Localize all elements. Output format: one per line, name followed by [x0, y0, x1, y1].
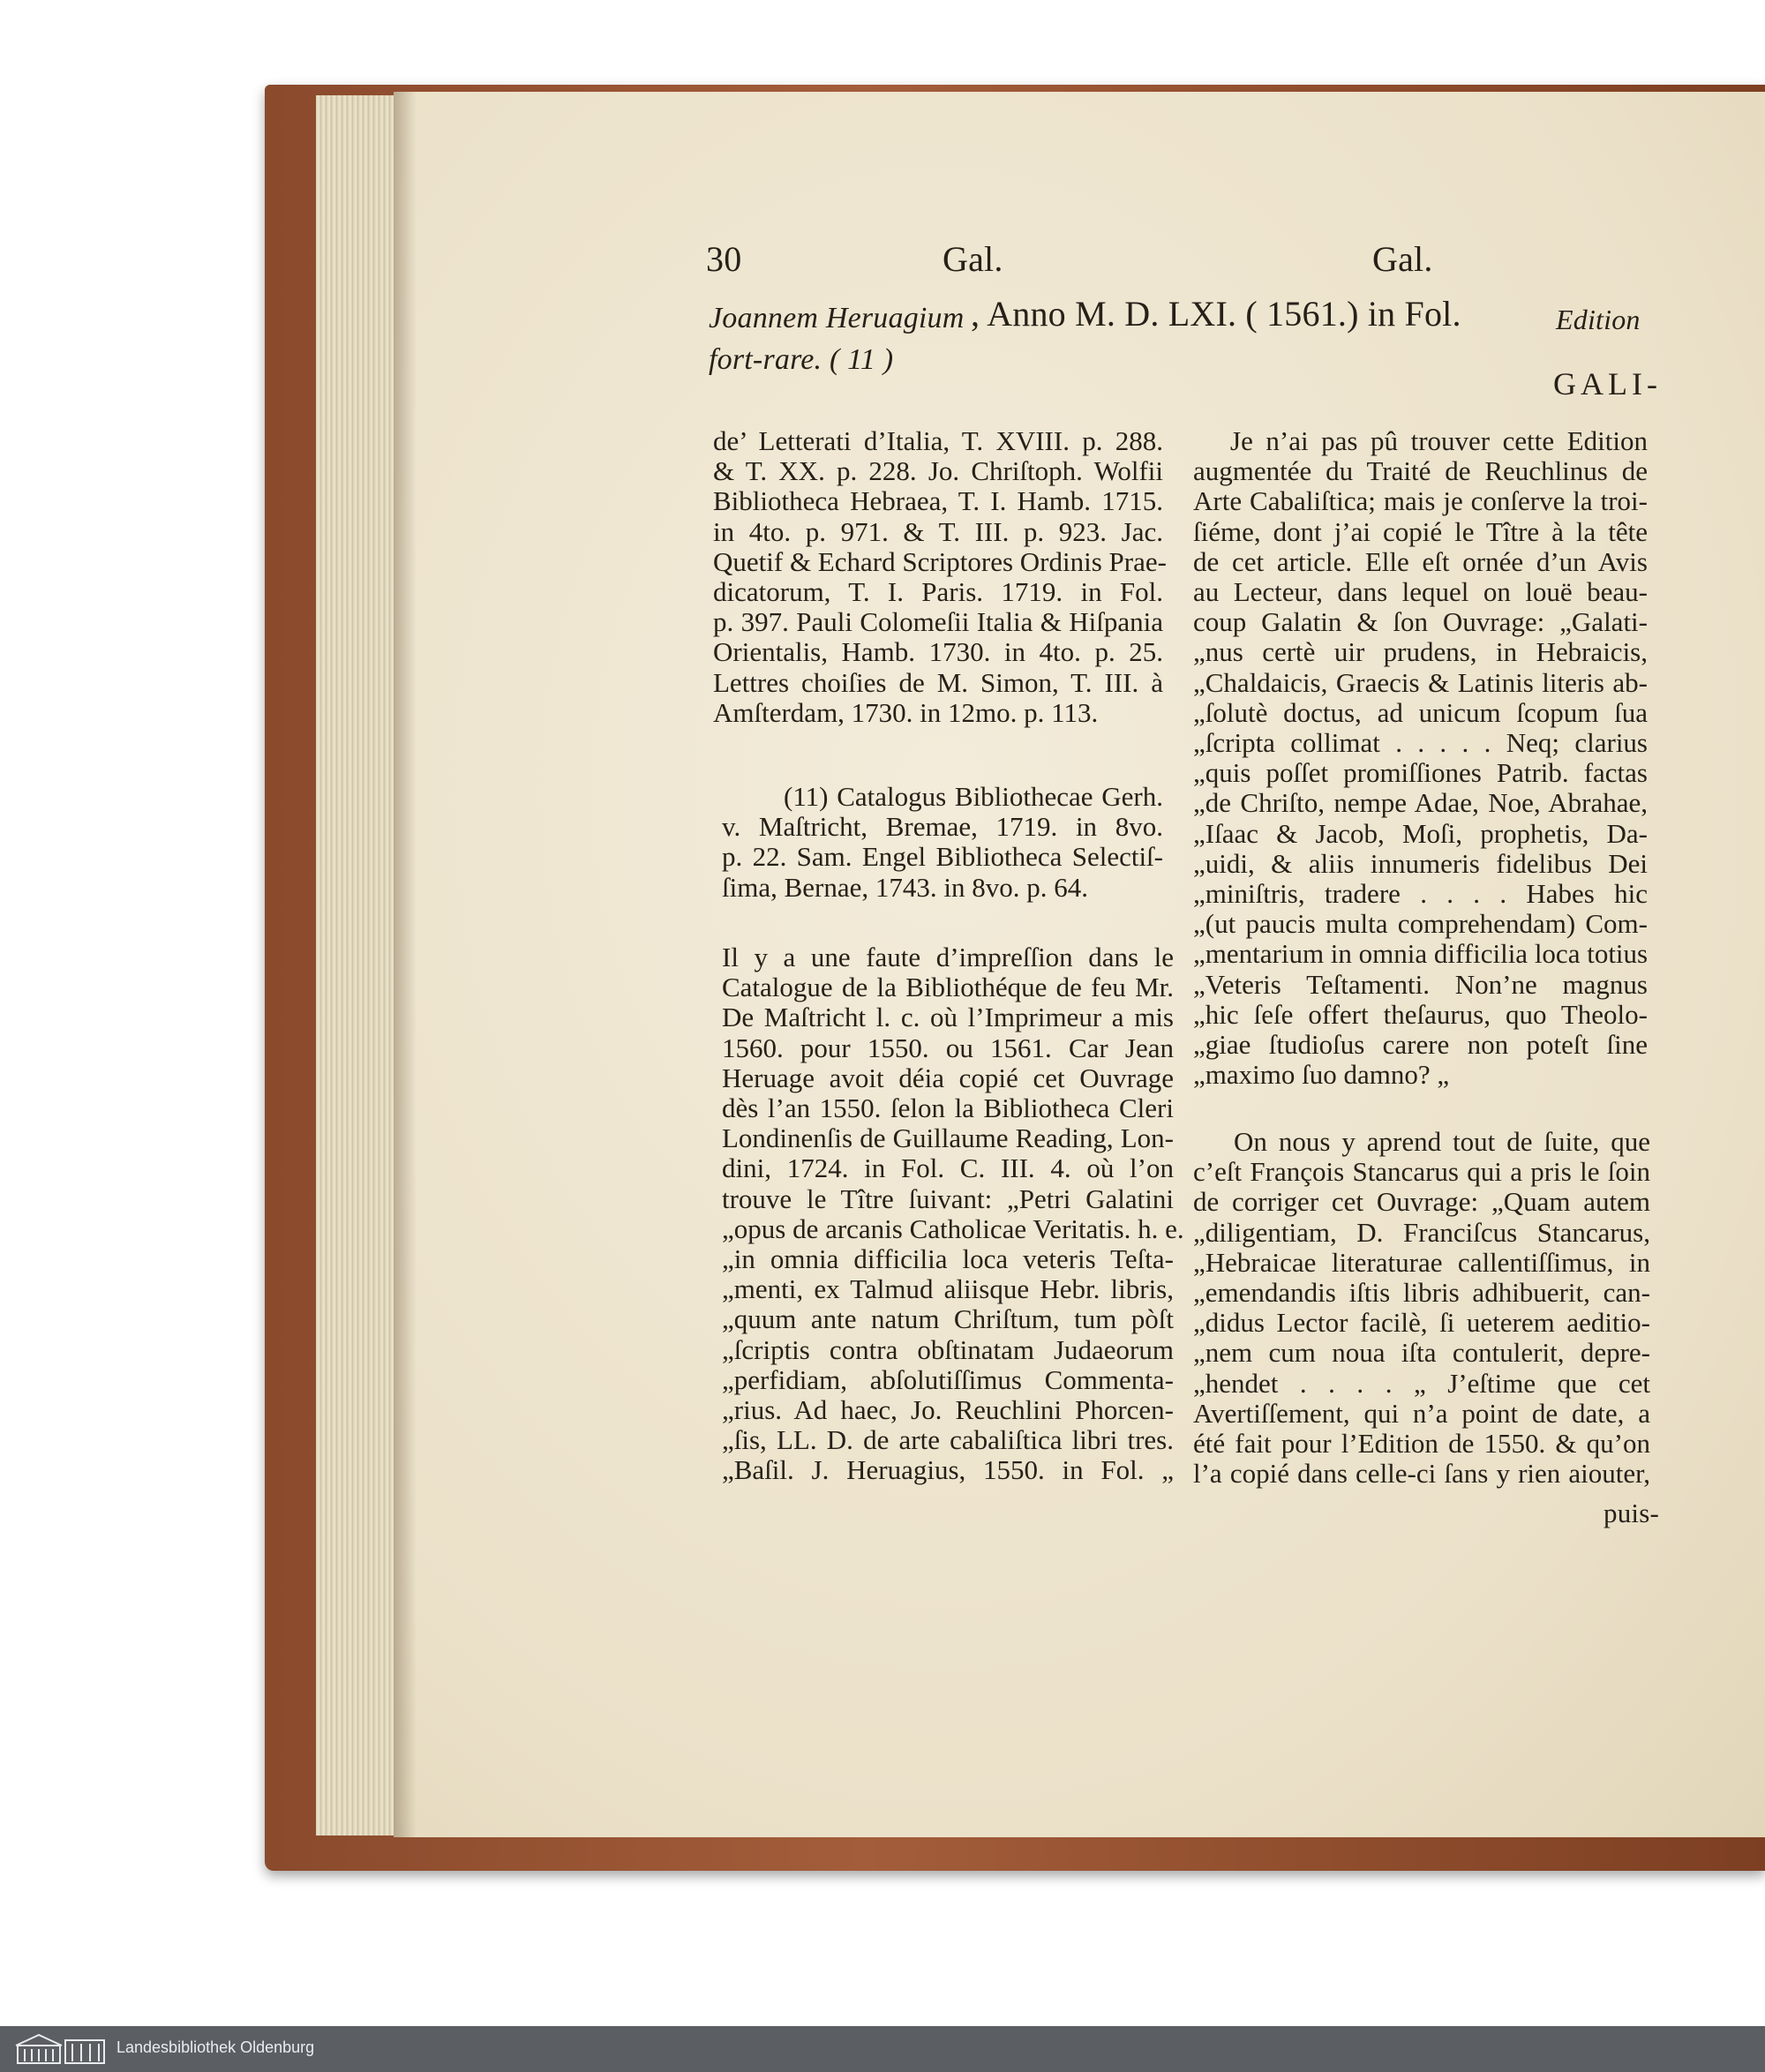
text-line: „ſis, LL. D. de arte cabaliſtica libri tres. — [722, 1424, 1174, 1456]
title-catchword: GALI- — [1553, 366, 1662, 402]
library-building-icon — [12, 2031, 109, 2067]
text-line: „menti, ex Talmud aliisque Hebr. libris, — [722, 1273, 1174, 1305]
title-line1: , Anno M. D. LXI. ( 1561.) in Fol. — [971, 294, 1461, 334]
text-line: „didus Lector facilè, ſi ueterem aeditio- — [1193, 1307, 1650, 1339]
text-line: v. Maſtricht, Bremae, 1719. in 8vo. — [722, 811, 1163, 843]
text-line: „ſcriptis contra obſtinatam Judaeorum — [722, 1333, 1174, 1365]
text-line: Avertiſſement, qui n’a point de date, a — [1193, 1397, 1650, 1429]
text-line: „Chaldaicis, Graecis & Latinis literis ab- — [1193, 666, 1648, 698]
title-edition: Edition — [1556, 304, 1641, 335]
text-line: Orientalis, Hamb. 1730. in 4to. p. 25. — [713, 636, 1163, 668]
gutter-shadow — [394, 92, 417, 1837]
text-line: „ſolutè doctus, ad unicum ſcopum ſua — [1193, 696, 1648, 728]
text-line: Amſterdam, 1730. in 12mo. p. 113. — [713, 696, 1099, 728]
text-line: p. 22. Sam. Engel Bibliotheca Selectiſ- — [722, 841, 1163, 873]
text-line: „rius. Ad haec, Jo. Reuchlini Phorcen- — [722, 1394, 1174, 1425]
page-catchword: puis- — [1604, 1498, 1659, 1528]
text-line: „Baſil. J. Heruagius, 1550. in Fol. „ — [722, 1454, 1174, 1486]
text-line: p. 397. Pauli Colomeſii Italia & Hiſpania — [713, 606, 1163, 638]
text-line: dicatorum, T. I. Paris. 1719. in Fol. — [713, 576, 1163, 607]
text-line: de corriger cet Ouvrage: „Quam autem — [1193, 1186, 1650, 1218]
text-line: De Maſtricht l. c. où l’Imprimeur a mis — [722, 1002, 1174, 1033]
text-line: „opus de arcanis Catholicae Veritatis. h. e. — [722, 1212, 1184, 1244]
text-line: dini, 1724. in Fol. C. III. 4. où l’on — [722, 1152, 1174, 1184]
text-line: On nous y aprend tout de ſuite, que — [1234, 1126, 1650, 1157]
text-line: „quis poſſet promiſſiones Patrib. factas — [1193, 757, 1648, 789]
text-line: „perfidiam, abſolutiſſimus Commenta- — [722, 1363, 1174, 1395]
text-line: „giae ſtudioſus carere non poteſt ſine — [1193, 1029, 1648, 1060]
page-number: 30 — [706, 239, 742, 279]
page-edges — [316, 95, 395, 1836]
text-line: „hendet . . . . „ J’eſtime que cet — [1193, 1367, 1650, 1399]
right-running-head: Gal. — [1372, 239, 1433, 279]
text-line: ſima, Bernae, 1743. in 8vo. p. 64. — [722, 871, 1088, 903]
text-line: Heruage avoit déia copié cet Ouvrage — [722, 1062, 1174, 1093]
text-line: „mentarium in omnia difficilia loca totius — [1193, 938, 1649, 970]
text-line: „Hebraicae literaturae callentiſſimus, in — [1193, 1246, 1650, 1278]
text-line: „Iſaac & Jacob, Moſi, prophetis, Da- — [1193, 817, 1648, 849]
text-line: au Lecteur, dans lequel on louë beau- — [1193, 576, 1648, 607]
text-line: de cet article. Elle eſt ornée d’un Avis — [1193, 545, 1648, 577]
text-line: Arte Cabaliſtica; mais je conſerve la troi- — [1193, 485, 1648, 517]
text-line: Il y a une faute d’impreſſion dans le — [722, 942, 1174, 972]
text-line: „emendandis iſtis libris adhibuerit, can- — [1193, 1277, 1650, 1308]
text-line: Quetif & Echard Scriptores Ordinis Prae- — [713, 545, 1167, 577]
text-line: „uidi, & aliis innumeris fidelibus Dei — [1193, 847, 1648, 879]
text-line: Lettres choiſies de M. Simon, T. III. à — [713, 666, 1163, 698]
text-line: Catalogue de la Bibliothéque de feu Mr. — [722, 972, 1174, 1003]
text-line: „nem cum noua iſta contulerit, depre- — [1193, 1337, 1650, 1369]
text-line: Je n’ai pas pû trouver cette Edition — [1230, 425, 1648, 456]
text-line: & T. XX. p. 228. Jo. Chriſtoph. Wolfii — [713, 455, 1163, 487]
text-line: „quum ante natum Chriſtum, tum pòſt — [722, 1303, 1174, 1335]
text-line: de’ Letterati d’Italia, T. XVIII. p. 288. — [713, 425, 1163, 456]
footer-label: Landesbibliothek Oldenburg — [116, 2038, 315, 2056]
text-line: Londinenſis de Guillaume Reading, Lon- — [722, 1122, 1174, 1154]
text-line: dès l’an 1550. ſelon la Bibliotheca Cleri — [722, 1092, 1174, 1123]
text-line: été fait pour l’Edition de 1550. & qu’on — [1193, 1428, 1650, 1459]
title-italic-printer: Joannem Heruagium — [709, 302, 965, 334]
footer-bar — [0, 2026, 1765, 2072]
text-line: „maximo ſuo damno? „ — [1193, 1059, 1450, 1091]
text-line: „nus certè uir prudens, in Hebraicis, — [1193, 636, 1648, 668]
text-line: Bibliotheca Hebraea, T. I. Hamb. 1715. — [713, 485, 1163, 517]
text-line: augmentée du Traité de Reuchlinus de — [1193, 455, 1648, 487]
text-line: l’a copié dans celle-ci ſans y rien aiouter, — [1193, 1458, 1650, 1490]
text-line: „ſcripta collimat . . . . . Neq; clarius — [1193, 727, 1648, 758]
text-line: coup Galatin & ſon Ouvrage: „Galati- — [1193, 606, 1648, 638]
text-line: ſiéme, dont j’ai copié le Tître à la tête — [1193, 515, 1648, 547]
text-line: „in omnia difficilia loca veteris Teſta- — [722, 1243, 1174, 1274]
text-line: „Veteris Teſtamenti. Non’ne magnus — [1193, 968, 1648, 1000]
title-line2: fort-rare. ( 11 ) — [709, 343, 894, 376]
text-line: 1560. pour 1550. ou 1561. Car Jean — [722, 1032, 1174, 1063]
text-line: „diligentiam, D. Franciſcus Stancarus, — [1193, 1216, 1650, 1248]
text-line: „hic ſeſe offert theſaurus, quo Theolo- — [1193, 998, 1648, 1030]
left-running-head: Gal. — [943, 239, 1003, 279]
text-line: trouve le Tître ſuivant: „Petri Galatini — [722, 1182, 1174, 1214]
text-line: in 4to. p. 971. & T. III. p. 923. Jac. — [713, 515, 1163, 547]
text-line: „(ut paucis multa comprehendam) Com- — [1193, 908, 1648, 940]
text-line: „de Chriſto, nempe Adae, Noe, Abrahae, — [1193, 787, 1648, 819]
text-line: c’eſt François Stancarus qui a pris le ſoin — [1193, 1156, 1650, 1188]
text-line: „miniſtris, tradere . . . . Habes hic — [1193, 878, 1648, 909]
text-line: (11) Catalogus Bibliothecae Gerh. — [784, 781, 1163, 812]
